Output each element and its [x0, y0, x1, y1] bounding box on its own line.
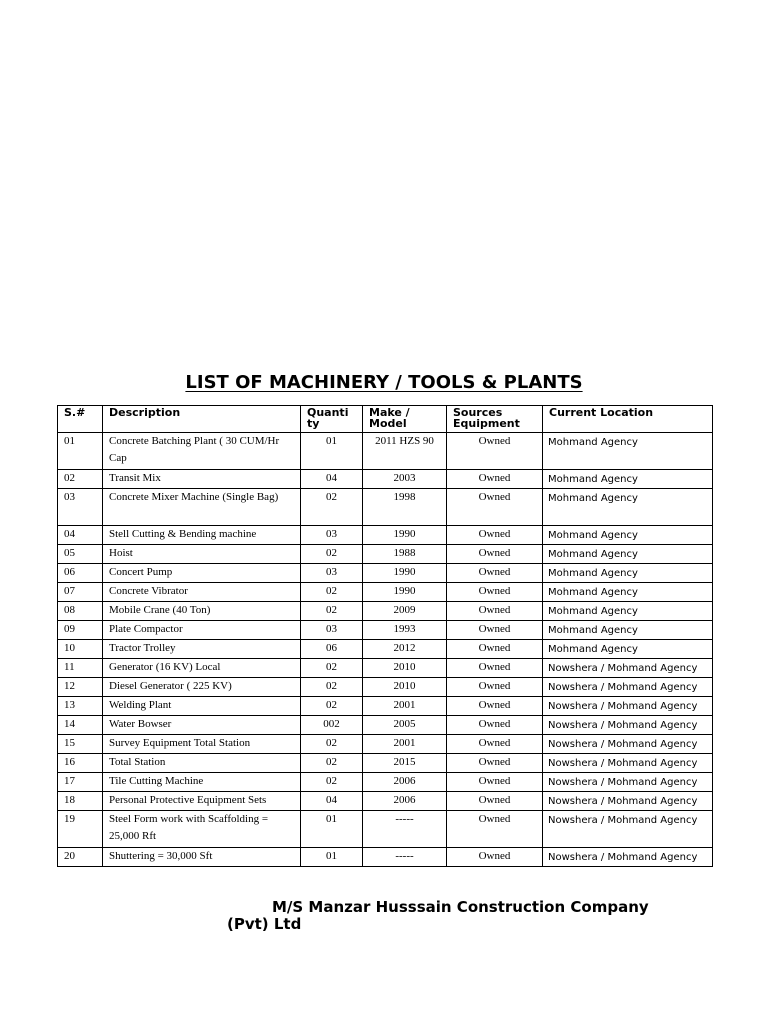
cell-source: Owned	[447, 621, 543, 640]
cell-description: Diesel Generator ( 225 KV)	[103, 678, 301, 697]
cell-description: Concrete Vibrator	[103, 583, 301, 602]
cell-quantity: 04	[301, 792, 363, 811]
cell-sn: 06	[58, 564, 103, 583]
table-row	[58, 848, 713, 867]
cell-quantity: 02	[301, 659, 363, 678]
column-header-quantity: Quanti ty	[301, 406, 363, 433]
cell-source: Owned	[447, 659, 543, 678]
table-row	[58, 678, 713, 697]
table-row	[58, 583, 713, 602]
cell-description: Personal Protective Equipment Sets	[103, 792, 301, 811]
cell-description: Mobile Crane (40 Ton)	[103, 602, 301, 621]
page-title: LIST OF MACHINERY / TOOLS & PLANTS	[185, 372, 583, 393]
cell-make-model: 2012	[363, 640, 447, 659]
column-header-make-model: Make / Model	[363, 406, 447, 433]
table-row	[58, 489, 713, 526]
cell-make-model: 1990	[363, 526, 447, 545]
cell-quantity: 02	[301, 697, 363, 716]
cell-quantity: 06	[301, 640, 363, 659]
cell-description: Welding Plant	[103, 697, 301, 716]
cell-make-model: 2003	[363, 470, 447, 489]
table-row	[58, 659, 713, 678]
table-row	[58, 811, 713, 848]
cell-make-model: 2015	[363, 754, 447, 773]
cell-description: Shuttering = 30,000 Sft	[103, 848, 301, 867]
cell-make-model: -----	[363, 848, 447, 867]
table-row	[58, 545, 713, 564]
cell-sn: 14	[58, 716, 103, 735]
cell-location: Nowshera / Mohmand Agency	[543, 678, 713, 697]
table-row	[58, 640, 713, 659]
cell-source: Owned	[447, 640, 543, 659]
cell-source: Owned	[447, 811, 543, 848]
column-header-sn: S.#	[58, 406, 103, 433]
cell-location: Nowshera / Mohmand Agency	[543, 697, 713, 716]
cell-source: Owned	[447, 583, 543, 602]
cell-quantity: 02	[301, 735, 363, 754]
table-row	[58, 621, 713, 640]
cell-source: Owned	[447, 470, 543, 489]
column-header-description: Description	[103, 406, 301, 433]
cell-sn: 15	[58, 735, 103, 754]
cell-sn: 12	[58, 678, 103, 697]
cell-location: Nowshera / Mohmand Agency	[543, 773, 713, 792]
cell-source: Owned	[447, 678, 543, 697]
table-row	[58, 735, 713, 754]
table-row	[58, 602, 713, 621]
cell-description: Tile Cutting Machine	[103, 773, 301, 792]
cell-sn: 09	[58, 621, 103, 640]
cell-source: Owned	[447, 545, 543, 564]
cell-source: Owned	[447, 792, 543, 811]
cell-sn: 08	[58, 602, 103, 621]
cell-quantity: 01	[301, 848, 363, 867]
cell-location: Mohmand Agency	[543, 470, 713, 489]
cell-make-model: 2005	[363, 716, 447, 735]
machinery-table	[57, 405, 713, 867]
cell-make-model: 1990	[363, 564, 447, 583]
cell-source: Owned	[447, 735, 543, 754]
cell-description: Transit Mix	[103, 470, 301, 489]
cell-description: Concrete Mixer Machine (Single Bag)	[103, 489, 301, 526]
cell-location: Nowshera / Mohmand Agency	[543, 811, 713, 848]
cell-source: Owned	[447, 697, 543, 716]
cell-sn: 05	[58, 545, 103, 564]
cell-quantity: 02	[301, 754, 363, 773]
cell-sn: 17	[58, 773, 103, 792]
cell-make-model: 1990	[363, 583, 447, 602]
cell-location: Nowshera / Mohmand Agency	[543, 792, 713, 811]
cell-make-model: 2010	[363, 678, 447, 697]
cell-location: Mohmand Agency	[543, 583, 713, 602]
table-row	[58, 697, 713, 716]
cell-location: Nowshera / Mohmand Agency	[543, 754, 713, 773]
cell-sn: 03	[58, 489, 103, 526]
cell-location: Mohmand Agency	[543, 433, 713, 470]
cell-source: Owned	[447, 754, 543, 773]
cell-location: Mohmand Agency	[543, 545, 713, 564]
cell-sn: 13	[58, 697, 103, 716]
cell-quantity: 02	[301, 489, 363, 526]
cell-description: Concert Pump	[103, 564, 301, 583]
cell-description: Generator (16 KV) Local	[103, 659, 301, 678]
cell-sn: 11	[58, 659, 103, 678]
cell-quantity: 02	[301, 602, 363, 621]
cell-description: Plate Compactor	[103, 621, 301, 640]
cell-make-model: 2010	[363, 659, 447, 678]
cell-quantity: 002	[301, 716, 363, 735]
cell-quantity: 01	[301, 433, 363, 470]
cell-description: Stell Cutting & Bending machine	[103, 526, 301, 545]
cell-sn: 02	[58, 470, 103, 489]
cell-location: Nowshera / Mohmand Agency	[543, 716, 713, 735]
cell-make-model: 1993	[363, 621, 447, 640]
cell-sn: 19	[58, 811, 103, 848]
cell-description: Hoist	[103, 545, 301, 564]
cell-make-model: 1998	[363, 489, 447, 526]
cell-sn: 07	[58, 583, 103, 602]
cell-quantity: 03	[301, 621, 363, 640]
cell-description: Total Station	[103, 754, 301, 773]
cell-make-model: 1988	[363, 545, 447, 564]
cell-sn: 01	[58, 433, 103, 470]
table-row	[58, 526, 713, 545]
cell-source: Owned	[447, 489, 543, 526]
cell-description: Concrete Batching Plant ( 30 CUM/Hr Cap	[103, 433, 301, 470]
cell-quantity: 04	[301, 470, 363, 489]
cell-location: Mohmand Agency	[543, 640, 713, 659]
cell-location: Mohmand Agency	[543, 526, 713, 545]
cell-source: Owned	[447, 773, 543, 792]
cell-location: Mohmand Agency	[543, 489, 713, 526]
cell-quantity: 03	[301, 564, 363, 583]
cell-location: Nowshera / Mohmand Agency	[543, 848, 713, 867]
cell-quantity: 02	[301, 678, 363, 697]
cell-description: Water Bowser	[103, 716, 301, 735]
cell-location: Nowshera / Mohmand Agency	[543, 659, 713, 678]
cell-source: Owned	[447, 848, 543, 867]
cell-location: Mohmand Agency	[543, 602, 713, 621]
cell-make-model: 2011 HZS 90	[363, 433, 447, 470]
cell-description: Tractor Trolley	[103, 640, 301, 659]
table-row	[58, 470, 713, 489]
table-row	[58, 792, 713, 811]
table-row	[58, 716, 713, 735]
cell-sn: 16	[58, 754, 103, 773]
cell-location: Nowshera / Mohmand Agency	[543, 735, 713, 754]
cell-location: Mohmand Agency	[543, 564, 713, 583]
cell-description: Survey Equipment Total Station	[103, 735, 301, 754]
cell-make-model: 2006	[363, 792, 447, 811]
cell-quantity: 02	[301, 773, 363, 792]
cell-source: Owned	[447, 433, 543, 470]
cell-location: Mohmand Agency	[543, 621, 713, 640]
cell-description: Steel Form work with Scaffolding = 25,000 Rft	[103, 811, 301, 848]
table-row	[58, 754, 713, 773]
cell-sn: 04	[58, 526, 103, 545]
cell-quantity: 01	[301, 811, 363, 848]
cell-source: Owned	[447, 564, 543, 583]
cell-quantity: 02	[301, 583, 363, 602]
cell-sn: 10	[58, 640, 103, 659]
cell-sn: 20	[58, 848, 103, 867]
cell-make-model: 2001	[363, 735, 447, 754]
cell-make-model: -----	[363, 811, 447, 848]
cell-source: Owned	[447, 716, 543, 735]
cell-sn: 18	[58, 792, 103, 811]
column-header-sources-equipment: Sources Equipment	[447, 406, 543, 433]
cell-source: Owned	[447, 602, 543, 621]
table-row	[58, 773, 713, 792]
table-row	[58, 564, 713, 583]
cell-make-model: 2001	[363, 697, 447, 716]
company-name: M/S Manzar Husssain Construction Company (Pvt) Ltd	[227, 898, 649, 933]
table-row	[58, 433, 713, 470]
table-header-row	[58, 406, 713, 433]
cell-quantity: 02	[301, 545, 363, 564]
cell-source: Owned	[447, 526, 543, 545]
column-header-current-location: Current Location	[543, 406, 713, 433]
cell-quantity: 03	[301, 526, 363, 545]
cell-make-model: 2006	[363, 773, 447, 792]
table-body	[58, 433, 713, 867]
cell-make-model: 2009	[363, 602, 447, 621]
